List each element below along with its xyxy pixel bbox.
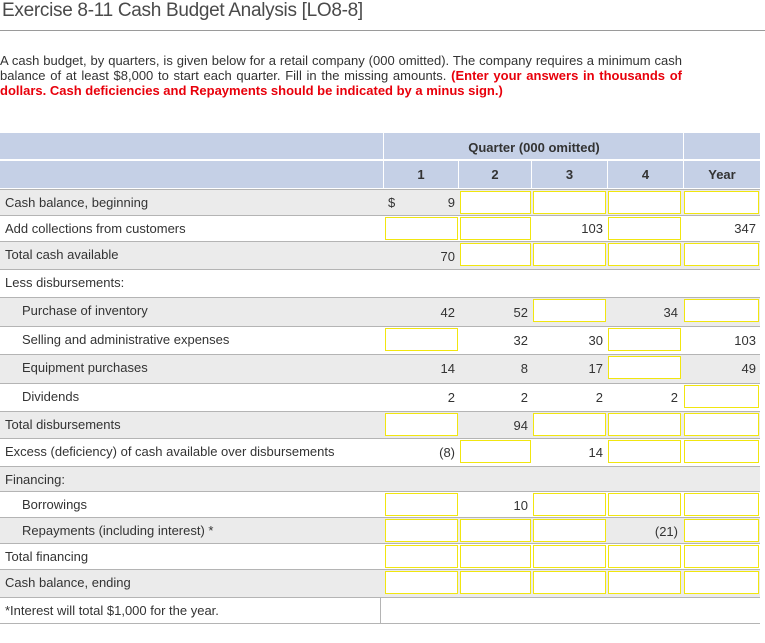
column-header-q4: 4 <box>641 167 650 182</box>
cell-value: 70 <box>440 249 455 264</box>
cell-value: 2 <box>595 390 603 405</box>
row-label: Cash balance, ending <box>5 575 131 590</box>
answer-input[interactable] <box>684 299 759 322</box>
row-separator <box>0 543 760 544</box>
answer-input[interactable] <box>684 545 759 568</box>
answer-input[interactable] <box>608 217 681 240</box>
row-label: Total cash available <box>5 247 119 262</box>
answer-input[interactable] <box>460 519 531 542</box>
cell-value: 14 <box>440 361 455 376</box>
answer-input[interactable] <box>533 413 606 436</box>
row-label: Purchase of inventory <box>22 303 148 318</box>
column-header-q2: 2 <box>491 167 499 182</box>
row-separator <box>0 623 760 624</box>
page-title: Exercise 8-11 Cash Budget Analysis [LO8-8] <box>2 0 363 21</box>
answer-input[interactable] <box>385 571 458 594</box>
cell-value: (8) <box>439 445 455 460</box>
cell-value: 32 <box>513 333 528 348</box>
row-separator <box>0 411 760 412</box>
row-separator <box>0 326 760 327</box>
cell-value: 8 <box>520 361 528 376</box>
column-header-q1: 1 <box>417 167 425 182</box>
answer-input[interactable] <box>385 413 458 436</box>
answer-input[interactable] <box>608 191 681 214</box>
row-label: Dividends <box>22 389 80 404</box>
row-label: Total financing <box>5 549 89 564</box>
row-label: Selling and administrative expenses <box>22 332 230 347</box>
answer-input[interactable] <box>608 413 681 436</box>
column-header-q3: 3 <box>565 167 574 182</box>
cell-value: 10 <box>513 498 528 513</box>
row-separator <box>0 215 760 216</box>
answer-input[interactable] <box>608 328 681 351</box>
cell-value: 34 <box>663 305 678 320</box>
answer-input[interactable] <box>385 493 458 516</box>
row-label: Total disbursements <box>5 417 121 432</box>
row-separator <box>0 466 760 467</box>
cell-value: 347 <box>734 221 756 236</box>
title-divider <box>0 30 765 31</box>
cell-value: 30 <box>588 333 603 348</box>
cell-value: 94 <box>513 418 528 433</box>
answer-input[interactable] <box>684 413 759 436</box>
answer-input[interactable] <box>385 545 458 568</box>
answer-input[interactable] <box>684 385 759 408</box>
cell-value: 103 <box>581 221 603 236</box>
row-separator <box>0 383 760 384</box>
answer-input[interactable] <box>684 243 759 266</box>
answer-input[interactable] <box>533 299 606 322</box>
cell-value: 52 <box>513 305 528 320</box>
instructions <box>0 53 682 98</box>
quarter-group-header: Quarter (000 omitted) <box>468 140 600 155</box>
answer-input[interactable] <box>385 328 458 351</box>
answer-input[interactable] <box>684 571 759 594</box>
row-label: Add collections from customers <box>5 221 186 236</box>
row-label: Cash balance, beginning <box>5 195 149 210</box>
cell-value: 17 <box>588 361 603 376</box>
answer-input[interactable] <box>533 493 606 516</box>
cell-value: 2 <box>520 390 528 405</box>
answer-input[interactable] <box>533 191 606 214</box>
answer-input[interactable] <box>460 191 531 214</box>
row-label: Financing: <box>5 472 65 487</box>
answer-input[interactable] <box>684 519 759 542</box>
answer-input[interactable] <box>533 519 606 542</box>
answer-input[interactable] <box>460 571 531 594</box>
row-separator <box>0 491 760 492</box>
cell-value: 2 <box>670 390 678 405</box>
cell-value: 49 <box>741 361 756 376</box>
answer-input[interactable] <box>608 440 681 463</box>
answer-input[interactable] <box>460 545 531 568</box>
answer-input[interactable] <box>684 493 759 516</box>
row-separator <box>0 241 760 242</box>
answer-input[interactable] <box>460 217 531 240</box>
answer-input[interactable] <box>684 191 759 214</box>
answer-input[interactable] <box>608 545 681 568</box>
answer-input[interactable] <box>684 440 759 463</box>
row-separator <box>0 438 760 439</box>
answer-input[interactable] <box>385 519 458 542</box>
row-label: Borrowings <box>22 497 88 512</box>
cell-value: 42 <box>440 305 455 320</box>
row-separator <box>0 517 760 518</box>
row-background <box>0 466 760 491</box>
cell-value: 2 <box>447 390 455 405</box>
column-header-year: Year <box>708 167 736 182</box>
instructions-text: A cash budget, by quarters, is given below for a retail company (000 omitted). The company requires a minimum cash balance of at least $8,000 to start each quarter. Fill in the missing amounts. <box>0 53 682 83</box>
answer-input[interactable] <box>385 217 458 240</box>
row-separator <box>0 189 760 190</box>
answer-input[interactable] <box>460 243 531 266</box>
row-label: Equipment purchases <box>22 360 148 375</box>
answer-input[interactable] <box>608 571 681 594</box>
answer-input[interactable] <box>460 440 531 463</box>
cell-value: 103 <box>734 333 756 348</box>
answer-input[interactable] <box>533 571 606 594</box>
answer-input[interactable] <box>533 243 606 266</box>
answer-input[interactable] <box>533 545 606 568</box>
footnote-divider <box>380 598 381 623</box>
instructions-emphasis: (Enter your answers in thousands of dollars. Cash deficiencies and Repayments should be indicated by a minus sign.) <box>0 68 682 98</box>
cell-value: 14 <box>588 445 603 460</box>
cell-value: 9 <box>447 195 455 210</box>
row-label: Excess (deficiency) of cash available over disbursements <box>5 444 335 459</box>
answer-input[interactable] <box>608 493 681 516</box>
row-separator <box>0 354 760 355</box>
row-label: Repayments (including interest) * <box>22 523 214 538</box>
row-separator <box>0 297 760 298</box>
footnote: *Interest will total $1,000 for the year. <box>5 603 219 618</box>
row-separator <box>0 269 760 270</box>
row-separator <box>0 569 760 570</box>
answer-input[interactable] <box>608 356 681 379</box>
answer-input[interactable] <box>608 243 681 266</box>
row-label: Less disbursements: <box>5 275 125 290</box>
currency-symbol: $ <box>388 195 396 210</box>
cell-value: (21) <box>654 524 678 539</box>
